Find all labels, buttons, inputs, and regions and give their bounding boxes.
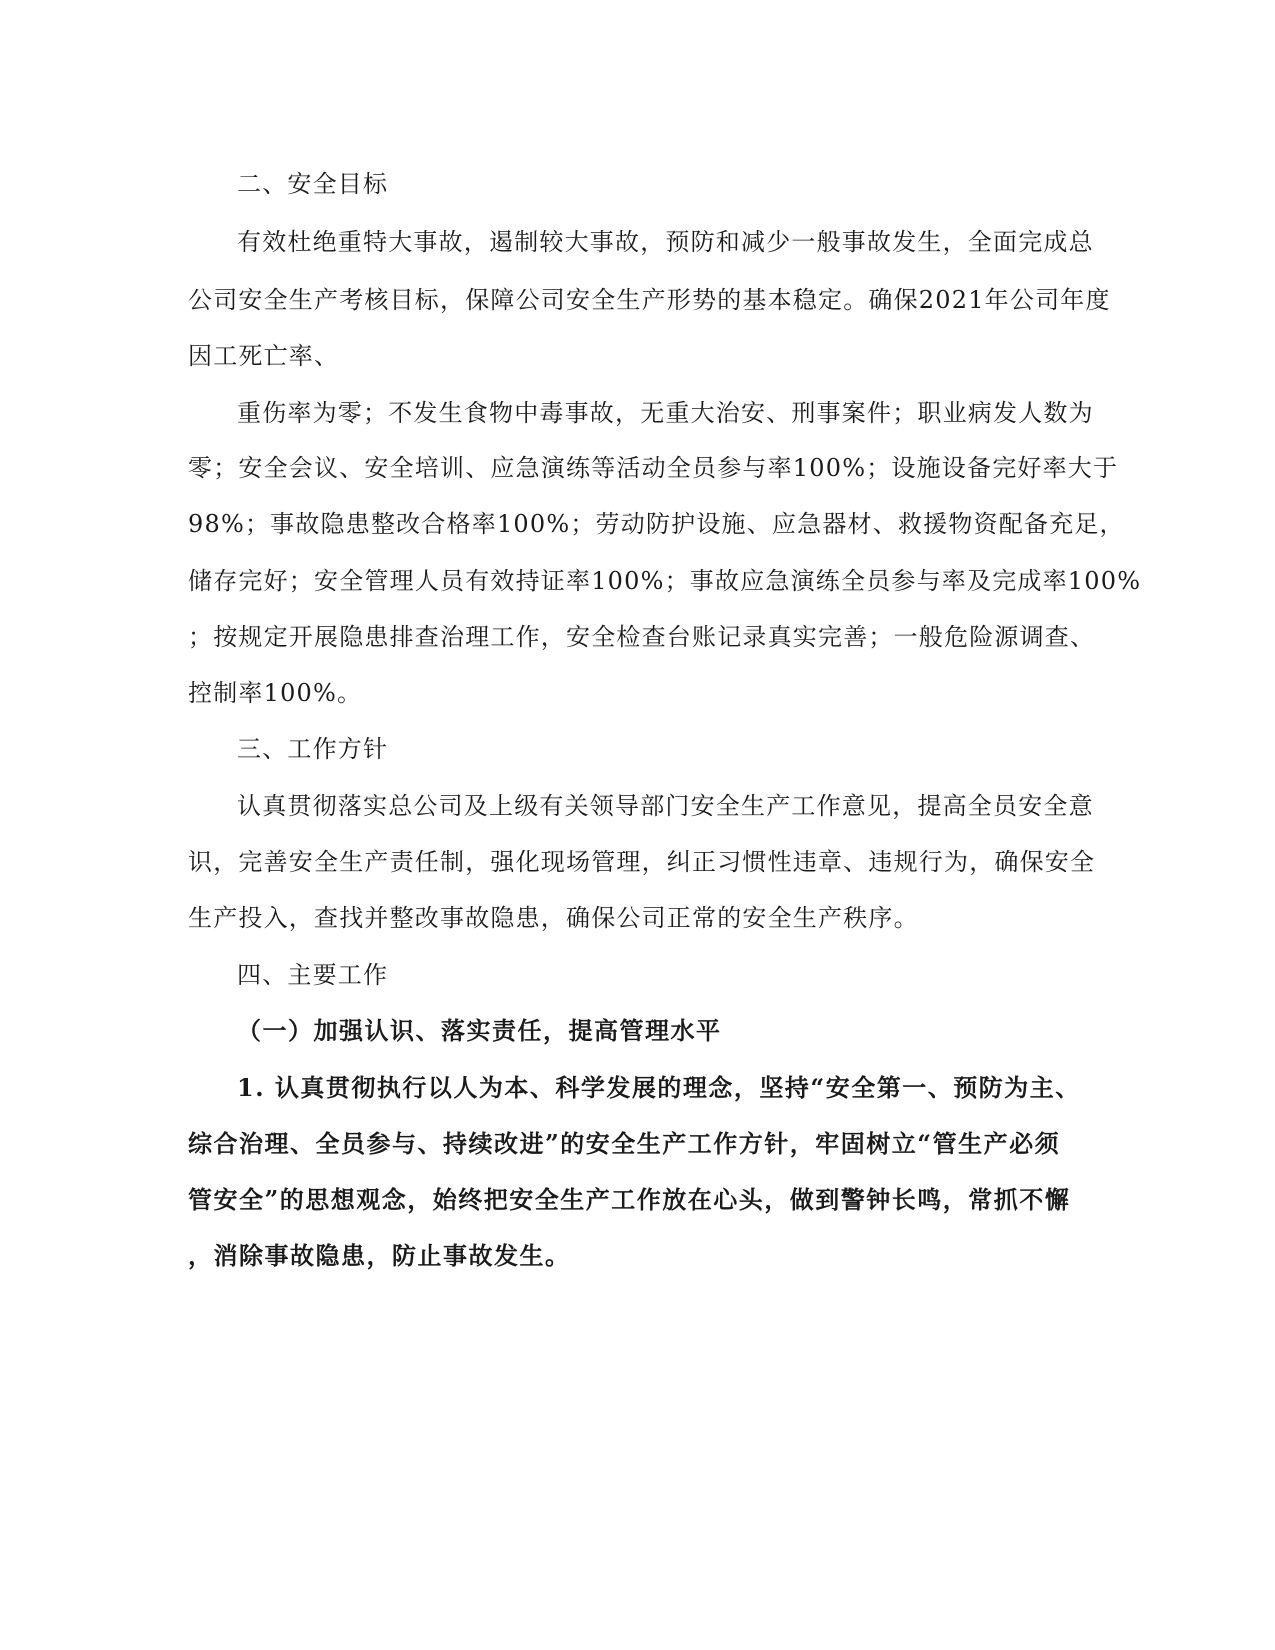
paragraph-line: 综合治理、全员参与、持续改进”的安全生产工作方针，牢固树立“管生产必须 [188, 1129, 1061, 1158]
section-heading-work-policy: 三、工作方针 [237, 735, 389, 763]
paragraph-line: 识，完善安全生产责任制，强化现场管理，纠正习惯性违章、违规行为，确保安全 [188, 848, 1096, 876]
section-heading-safety-goals: 二、安全目标 [237, 170, 389, 198]
section-heading-main-work: 四、主要工作 [237, 961, 389, 989]
paragraph-line: 管安全”的思想观念，始终把安全生产工作放在心头，做到警钟长鸣，常抓不懈 [188, 1185, 1071, 1214]
paragraph-line: 1. 认真贯彻执行以人为本、科学发展的理念，坚持“安全第一、预防为主、 [237, 1073, 1081, 1102]
paragraph-line: 98%；事故隐患整改合格率100%；劳动防护设施、应急器材、救援物资配备充足， [188, 510, 1125, 538]
paragraph-line: 认真贯彻落实总公司及上级有关领导部门安全生产工作意见，提高全员安全意 [237, 792, 1094, 820]
paragraph-line: 储存完好；安全管理人员有效持证率100%；事故应急演练全员参与率及完成率100% [188, 567, 1142, 595]
paragraph-line: 有效杜绝重特大事故，遏制较大事故，预防和减少一般事故发生，全面完成总 [237, 228, 1094, 256]
paragraph-line: 生产投入，查找并整改事故隐患，确保公司正常的安全生产秩序。 [188, 904, 919, 932]
paragraph-line: 公司安全生产考核目标，保障公司安全生产形势的基本稳定。确保2021年公司年度 [188, 286, 1111, 314]
paragraph-line: 零；安全会议、安全培训、应急演练等活动全员参与率100%；设施设备完好率大于 [188, 454, 1119, 482]
paragraph-line: ；按规定开展隐患排查治理工作，安全检查台账记录真实完善；一般危险源调查、 [188, 623, 1096, 651]
subsection-heading: （一）加强认识、落实责任，提高管理水平 [237, 1016, 722, 1045]
paragraph-line: 因工死亡率、 [188, 342, 340, 370]
paragraph-line: ，消除事故隐患，防止事故发生。 [188, 1241, 571, 1270]
paragraph-line: 控制率100%。 [188, 679, 363, 707]
paragraph-line: 重伤率为零；不发生食物中毒事故，无重大治安、刑事案件；职业病发人数为 [237, 399, 1094, 427]
